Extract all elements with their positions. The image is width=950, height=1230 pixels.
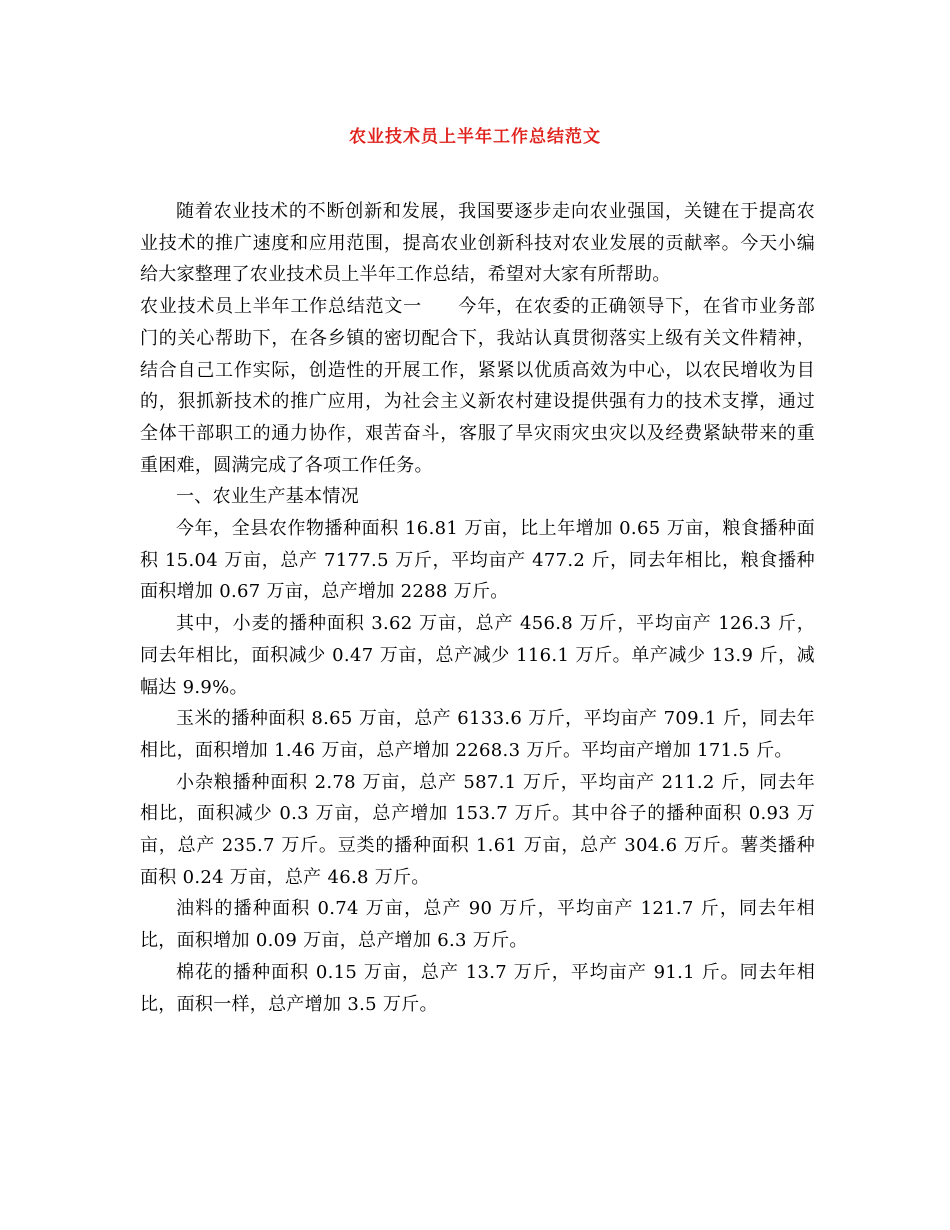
paragraph-cotton: 棉花的播种面积 0.15 万亩，总产 13.7 万斤，平均亩产 91.1 斤。同去年相比，面积一样，总产增加 3.5 万斤。 (140, 961, 815, 1015)
paragraph-minor-grains: 小杂粮播种面积 2.78 万亩，总产 587.1 万斤，平均亩产 211.2 斤，同去年相比，面积减少 0.3 万亩，总产增加 153.7 万斤。其中谷子的播种面积 0.93 万亩，总产 235.7 万斤。豆类的播种面积 1.61 万亩，总产 304.6 万斤。薯类播种面积 0.24 万亩，总产 46.8 万斤。 (140, 771, 815, 888)
paragraph-wheat: 其中，小麦的播种面积 3.62 万亩，总产 456.8 万斤，平均亩产 126.3 斤，同去年相比，面积减少 0.47 万亩，总产减少 116.1 万斤。单产减少 13.9 斤，减幅达 9.9%。 (140, 613, 815, 698)
subheading-basic-situation: 一、农业生产基本情况 (176, 486, 359, 508)
section-opening-text: 今年，在农委的正确领导下，在省市业务部门的关心帮助下，在各乡镇的密切配合下，我站认真贯彻落实上级有关文件精神，结合自己工作实际，创造性的开展工作，紧紧以优质高效为中心，以农民增收为目的，狠抓新技术的推广应用，为社会主义新农村建设提供强有力的技术支撑，通过全体干部职工的通力协作，艰苦奋斗，客服了旱灾雨灾虫灾以及经费紧缺带来的重重困难，圆满完成了各项工作任务。 (140, 296, 816, 476)
document-title: 农业技术员上半年工作总结范文 (349, 127, 601, 147)
paragraph-corn: 玉米的播种面积 8.65 万亩，总产 6133.6 万斤，平均亩产 709.1 斤，同去年相比，面积增加 1.46 万亩，总产增加 2268.3 万斤。平均亩产增加 171.5 斤。 (140, 708, 815, 761)
intro-paragraph: 随着农业技术的不断创新和发展，我国要逐步走向农业强国，关键在于提高农业技术的推广速度和应用范围，提高农业创新科技对农业发展的贡献率。今天小编给大家整理了农业技术员上半年工作总结，希望对大家有所帮助。 (140, 201, 815, 286)
section-opening-paragraph (140, 291, 815, 481)
paragraph-total-crops: 今年，全县农作物播种面积 16.81 万亩，比上年增加 0.65 万亩，粮食播种面积 15.04 万亩，总产 7177.5 万斤，平均亩产 477.2 斤，同去年相比，粮食播种面积增加 0.67 万亩，总产增加 2288 万斤。 (140, 518, 815, 603)
paragraph-oil-crops: 油料的播种面积 0.74 万亩，总产 90 万斤，平均亩产 121.7 斤，同去年相比，面积增加 0.09 万亩，总产增加 6.3 万斤。 (140, 898, 815, 952)
document-body (140, 196, 815, 1020)
section-heading: 农业技术员上半年工作总结范文一 (140, 296, 422, 318)
